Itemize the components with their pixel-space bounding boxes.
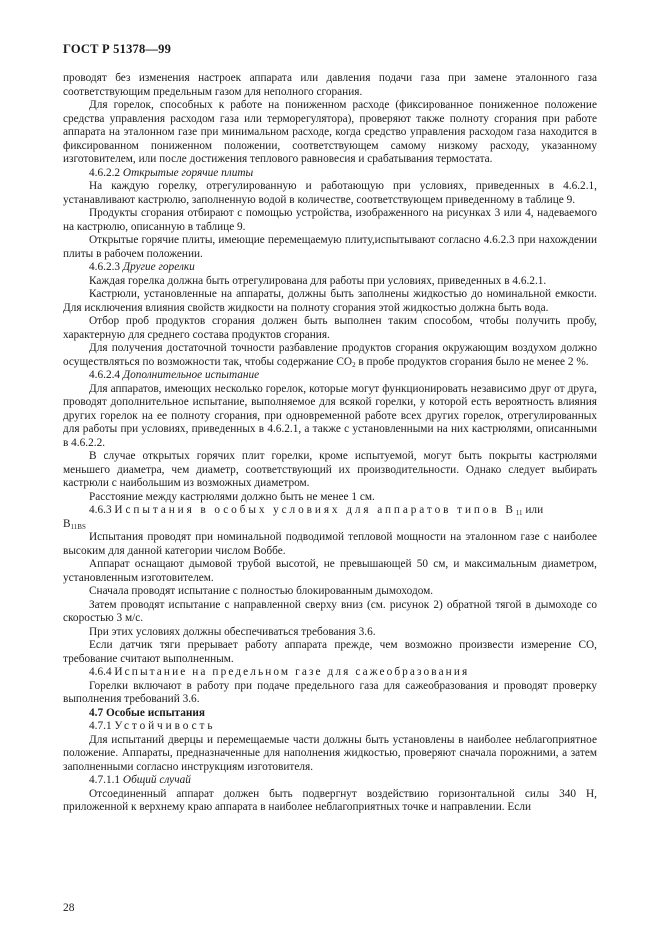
section-title: Устойчивость <box>114 720 216 732</box>
page-header: ГОСТ Р 51378—99 <box>63 42 172 56</box>
page-body <box>63 72 597 815</box>
paragraph <box>63 342 597 369</box>
section-heading-4-6-4 <box>63 666 597 680</box>
paragraph: Горелки включают в работу при подаче предельного газа для сажеобразования и проводят проверку выполнения требований 3.6. <box>63 679 597 705</box>
paragraph: Продукты сгорания отбирают с помощью устройства, изображенного на рисунках 3 или 4, надеваемого на кастрюлю, описанную в таблице 9. <box>63 207 597 233</box>
section-number: 4.6.2.4 <box>89 369 121 381</box>
paragraph: Открытые горячие плиты, имеющие перемещаемую плиту,испытывают согласно 4.6.2.3 при нахождении плиты в рабочем положении. <box>63 234 597 260</box>
section-heading-4-6-3 <box>63 504 597 518</box>
paragraph: Испытания проводят при номинальной подводимой тепловой мощности на эталонном газе с наиболее высоким для данной категории числом Воббе. <box>63 531 597 557</box>
text-fragment: B <box>63 517 71 530</box>
paragraph: Аппарат оснащают дымовой трубой высотой, не превышающей 50 см, и максимальным диаметром, установленным изготовителем. <box>63 558 597 584</box>
paragraph: Для горелок, способных к работе на пониженном расходе (фиксированное пониженное положение средства управления расходом газа или терморегулятора), проверяют также полноту сгорания при работе аппарата на эталонном газе при минимальном расходе, когда средство управления расходом газа находится в фиксированном пониженном положении, соответствующем самому низкому расходу, указанному изготовителем, или после достижения теплового равновесия и срабатывания термостата. <box>63 99 597 165</box>
section-title: Дополнительное испытание <box>122 369 260 381</box>
section-number: 4.6.2.3 <box>89 261 121 273</box>
text-fragment: Для получения достаточной точности разбавление продуктов сгорания окружающим воздухом должно осуществляться по возможности так, чтобы содержание CO <box>63 342 597 368</box>
paragraph: Для испытаний дверцы и перемещаемые части должны быть установлены в наиболее неблагоприятное положение. Аппараты, предназначенные для наполнения жидкостью, проверяют сначала порожними, а затем заполненными согласно инструкциям изготовителя. <box>63 733 597 773</box>
subscript: 11BS <box>70 522 86 531</box>
paragraph: При этих условиях должны обеспечиваться требования 3.6. <box>89 625 376 638</box>
section-number: 4.6.3 <box>89 504 112 516</box>
section-title: Испытание на предельном газе для сажеобразования <box>114 666 470 678</box>
section-number: 4.7.1 <box>89 720 112 732</box>
text-fragment: или <box>522 504 544 516</box>
paragraph: Затем проводят испытание с направленной сверху вниз (см. рисунок 2) обратной тягой в дымоходе со скоростью 3 м/с. <box>63 598 597 624</box>
page-number: 28 <box>63 902 75 914</box>
section-heading-4-7-1-1 <box>63 774 597 788</box>
paragraph: Сначала проводят испытание с полностью блокированным дымоходом. <box>89 585 434 597</box>
paragraph: На каждую горелку, отрегулированную и работающую при условиях, приведенных в 4.6.2.1, устанавливают кастрюлю, заполненную водой в количестве, соответствующем приведенному в таблице 9. <box>63 180 597 206</box>
paragraph: Отсоединенный аппарат должен быть подвергнут воздействию горизонтальной силы 340 Н, приложенной к верхнему краю аппарата в наиболее неблагоприятных точке и направлении. Если <box>63 787 597 813</box>
subscript: 2 <box>352 360 356 369</box>
section-title: Открытые горячие плиты <box>122 166 254 179</box>
section-heading-4-6-2-2 <box>63 167 597 181</box>
paragraph: Для аппаратов, имеющих несколько горелок, которые могут функционировать независимо друг от друга, проводят дополнительное испытание, выполняемое для всякой горелки, у которой есть вероятность влияния других горелок на ее полноту сгорания, при одновременной работе всех других горелок, отрегулированных для работы при условиях, приведенных в 4.6.2.1, а также с установленными на них кастрюлями, описанными в 4.6.2.2. <box>63 382 597 449</box>
section-heading-4-7-1 <box>63 720 597 734</box>
section-title: Испытания в особых условиях для аппаратов типов B <box>114 504 516 516</box>
section-heading-4-6-2-4 <box>63 369 597 383</box>
paragraph: В случае открытых горячих плит горелки, кроме испытуемой, могут быть покрыты кастрюлями меньшего диаметра, чем диаметр, соответствующий их производительности. Однако следует выбирать кастрюли с наибольшим из возможных диаметром. <box>63 450 597 489</box>
section-title: Другие горелки <box>122 261 195 273</box>
section-number: 4.6.4 <box>89 666 112 678</box>
subscript: 11 <box>515 509 523 517</box>
paragraph: проводят без изменения настроек аппарата или давления подачи газа при замене эталонного газа соответствующим предельным газом для неполного сгорания. <box>63 72 597 98</box>
section-number: 4.7.1.1 <box>89 774 121 786</box>
section-number: 4.6.2.2 <box>89 166 121 179</box>
section-heading-4-7: 4.7 Особые испытания <box>89 706 206 719</box>
paragraph: Кастрюли, установленные на аппараты, должны быть заполнены жидкостью до номинальной емкости. Для исключения влияния свойств жидкости на полноту сгорания этой жидкостью должна быть вода. <box>63 288 597 314</box>
paragraph: Отбор проб продуктов сгорания должен быть выполнен таким способом, чтобы получить пробу, характерную для среднего состава продуктов сгорания. <box>63 315 597 341</box>
paragraph: Расстояние между кастрюлями должно быть не менее 1 см. <box>89 490 375 503</box>
paragraph: Если датчик тяги прерывает работу аппарата прежде, чем возможно произвести измерение CO, требование считают выполненным. <box>63 639 597 665</box>
text-fragment: в пробе продуктов сгорания было не менее 2 %. <box>355 355 589 368</box>
section-heading-4-6-2-3 <box>63 261 597 275</box>
section-title: Общий случай <box>122 774 191 786</box>
paragraph: Каждая горелка должна быть отрегулирована для работы при условиях, приведенных в 4.6.2.1. <box>89 274 547 287</box>
heading-continuation <box>63 518 597 532</box>
